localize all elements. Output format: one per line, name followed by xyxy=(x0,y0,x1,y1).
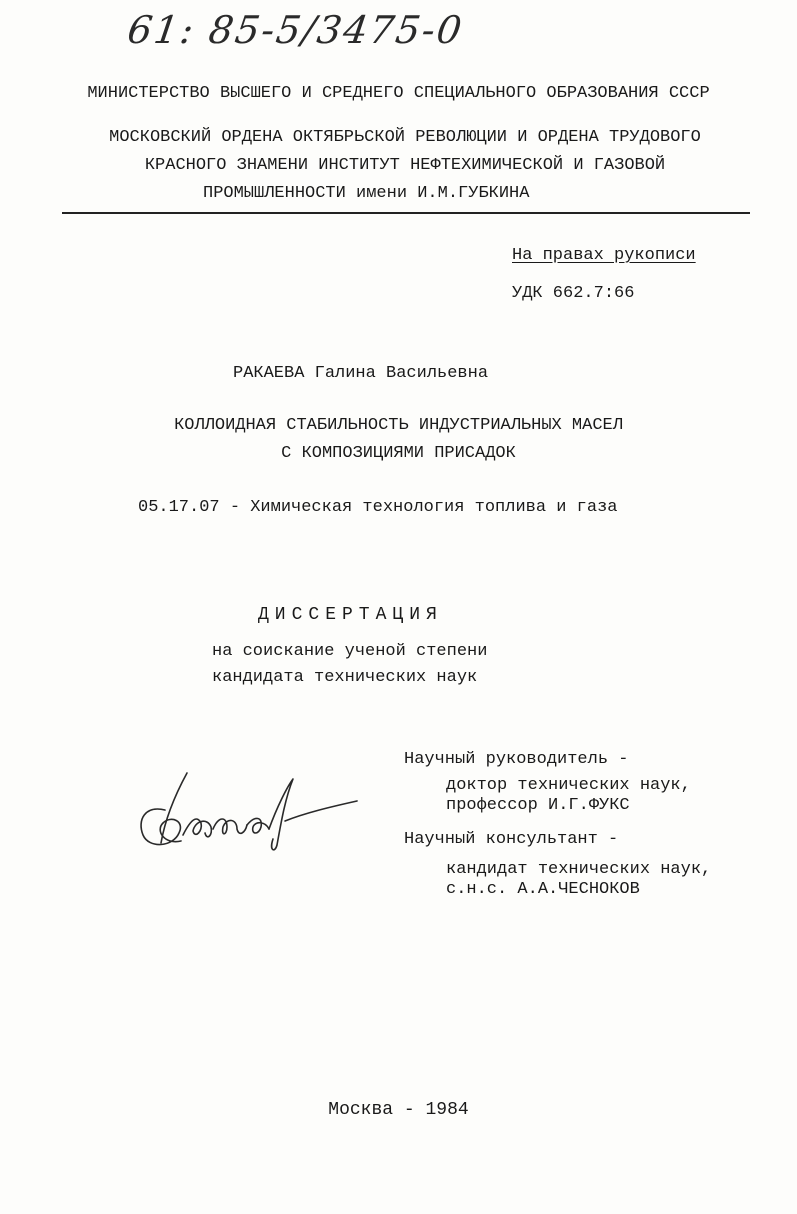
author-name: РАКАЕВА Галина Васильевна xyxy=(233,364,489,383)
header-divider xyxy=(62,212,750,214)
consultant-degree: кандидат технических наук, xyxy=(446,860,712,879)
consultant-name: с.н.с. А.А.ЧЕСНОКОВ xyxy=(446,880,640,899)
thesis-title-line-1: КОЛЛОИДНАЯ СТАБИЛЬНОСТЬ ИНДУСТРИАЛЬНЫХ МАСЕЛ xyxy=(174,416,623,435)
institute-line-1: МОСКОВСКИЙ ОРДЕНА ОКТЯБРЬСКОЙ РЕВОЛЮЦИИ И ОРДЕНА ТРУДОВОГО xyxy=(109,128,701,147)
institute-line-2: КРАСНОГО ЗНАМЕНИ ИНСТИТУТ НЕФТЕХИМИЧЕСКОЙ И ГАЗОВОЙ xyxy=(144,156,666,175)
supervisor-name: профессор И.Г.ФУКС xyxy=(446,796,630,815)
document-type: ДИССЕРТАЦИЯ xyxy=(258,605,443,625)
signature-image xyxy=(135,765,365,860)
udc-code: УДК 662.7:66 xyxy=(512,284,635,303)
rights-note: На правах рукописи xyxy=(512,246,696,265)
supervisor-degree: доктор технических наук, xyxy=(446,776,691,795)
institute-line-3: ПРОМЫШЛЕННОСТИ имени И.М.ГУБКИНА xyxy=(203,184,530,203)
archive-number-handwritten: 61: 85-5/3475-0 xyxy=(124,8,467,52)
ministry-header: МИНИСТЕРСТВО ВЫСШЕГО И СРЕДНЕГО СПЕЦИАЛЬНОГО ОБРАЗОВАНИЯ СССР xyxy=(87,84,710,103)
supervisor-label: Научный руководитель - xyxy=(404,750,629,769)
place-and-year: Москва - 1984 xyxy=(328,1100,469,1120)
consultant-label: Научный консультант - xyxy=(404,830,619,849)
thesis-title-line-2: С КОМПОЗИЦИЯМИ ПРИСАДОК xyxy=(281,444,516,463)
degree-line-1: на соискание ученой степени xyxy=(212,642,488,661)
degree-line-2: кандидата технических наук xyxy=(212,668,478,687)
specialty-code: 05.17.07 - Химическая технология топлива и газа xyxy=(138,498,618,517)
